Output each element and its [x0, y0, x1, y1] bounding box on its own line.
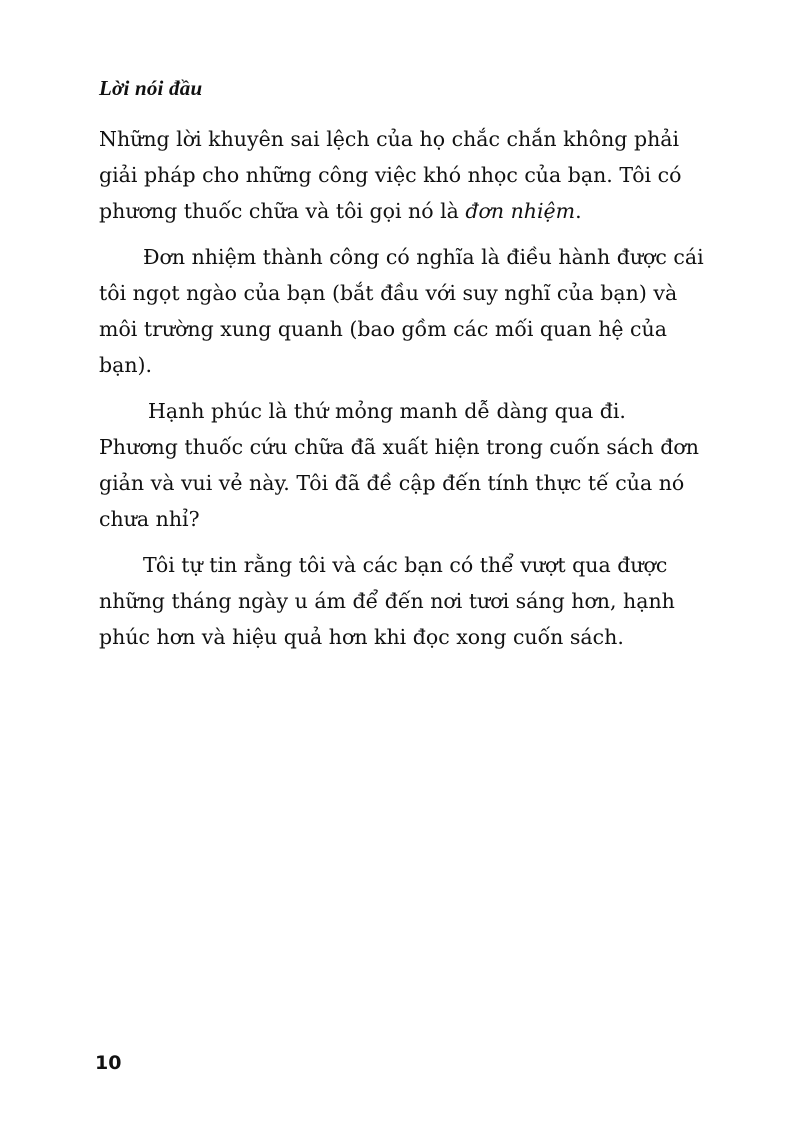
paragraph-1-end: .	[575, 199, 582, 223]
paragraph-4: Tôi tự tin rằng tôi và các bạn có thể vượt qua được những tháng ngày u ám để đến nơi tươi sáng hơn, hạnh phúc hơn và hiệu quả hơn khi đọc xong cuốn sách.	[99, 553, 675, 649]
paragraph-1	[99, 121, 709, 229]
page-body	[99, 121, 709, 665]
paragraph-1-lead: Những lời khuyên sai lệch của họ chắc chắn không phải giải pháp cho những công việc khó nhọc của bạn. Tôi có phương thuốc chữa và tôi gọi nó là	[99, 127, 682, 223]
paragraph-3: Hạnh phúc là thứ mỏng manh dễ dàng qua đi. Phương thuốc cứu chữa đã xuất hiện trong cuốn sách đơn giản và vui vẻ này. Tôi đã đề cập đến tính thực tế của nó chưa nhỉ?	[99, 399, 699, 531]
paragraph-2: Đơn nhiệm thành công có nghĩa là điều hành được cái tôi ngọt ngào của bạn (bắt đầu với suy nghĩ của bạn) và môi trường xung quanh (bao gồm các mối quan hệ của bạn).	[99, 245, 704, 377]
page-number: 10	[95, 1052, 122, 1074]
paragraph-1-term: đơn nhiệm	[465, 199, 576, 223]
running-title: Lời nói đầu	[99, 76, 203, 100]
